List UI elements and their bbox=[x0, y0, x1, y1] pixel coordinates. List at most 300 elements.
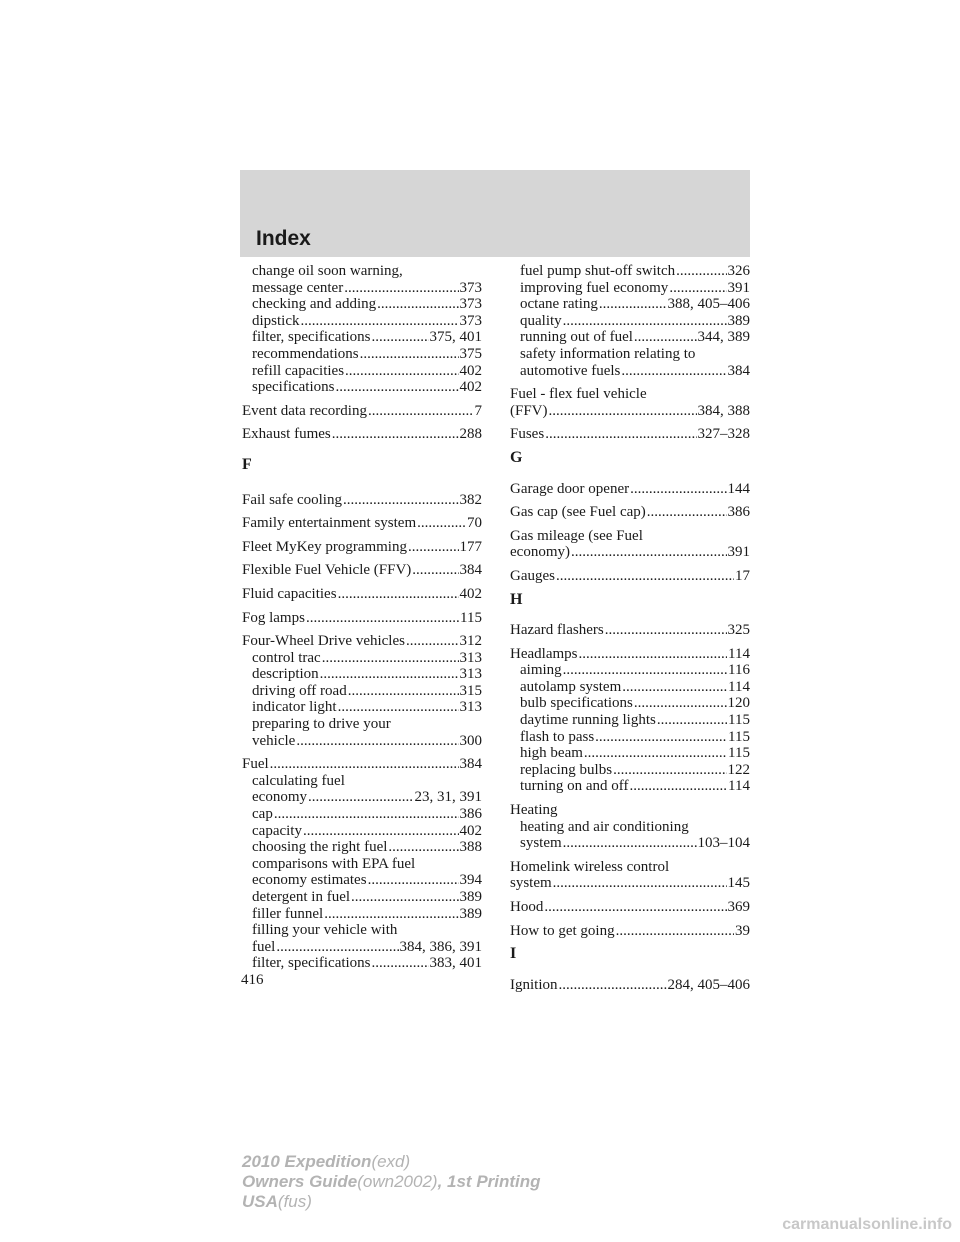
index-term: control trac bbox=[252, 649, 321, 666]
index-subentry bbox=[242, 329, 482, 346]
page-ref: 145 bbox=[727, 875, 750, 892]
index-row bbox=[242, 586, 482, 603]
page-ref: 375, 401 bbox=[429, 329, 482, 346]
dot-leader bbox=[351, 889, 458, 906]
index-term: fuel bbox=[252, 938, 276, 955]
section-letter: G bbox=[510, 448, 523, 466]
index-row bbox=[510, 544, 750, 561]
index-term: Event data recording bbox=[242, 402, 367, 419]
page-ref: 386 bbox=[727, 504, 750, 521]
page-title: Index bbox=[256, 227, 311, 250]
dot-leader bbox=[578, 646, 727, 663]
index-term-line: safety information relating to bbox=[520, 345, 696, 362]
page-ref: 384 bbox=[727, 362, 750, 379]
index-subentry bbox=[242, 716, 482, 749]
index-row bbox=[510, 977, 750, 994]
index-row bbox=[520, 712, 750, 729]
index-subentry bbox=[242, 699, 482, 716]
index-subentry bbox=[510, 280, 750, 297]
index-row bbox=[242, 610, 482, 627]
page-ref: 389 bbox=[459, 905, 482, 922]
index-column-left bbox=[242, 263, 482, 979]
footer-model: 2010 Expedition bbox=[242, 1152, 372, 1171]
index-row bbox=[252, 823, 482, 840]
index-entry bbox=[510, 802, 750, 819]
index-row bbox=[252, 363, 482, 380]
index-term: aiming bbox=[520, 662, 562, 679]
dot-leader bbox=[360, 346, 459, 363]
index-term: description bbox=[252, 666, 319, 683]
index-subentry bbox=[242, 889, 482, 906]
page-ref: 284, 405–406 bbox=[667, 976, 750, 993]
page-ref: 388 bbox=[459, 839, 482, 856]
index-entry bbox=[510, 386, 750, 419]
index-row bbox=[252, 889, 482, 906]
index-subentry bbox=[510, 679, 750, 696]
index-subentry bbox=[510, 263, 750, 280]
page-ref: 389 bbox=[459, 889, 482, 905]
dot-leader bbox=[595, 729, 727, 746]
page-ref: 383, 401 bbox=[429, 955, 482, 972]
dot-leader bbox=[345, 363, 458, 380]
index-row bbox=[242, 633, 482, 650]
index-term-line: Fuel - flex fuel vehicle bbox=[510, 386, 647, 403]
index-entry bbox=[510, 504, 750, 521]
dot-leader bbox=[303, 823, 459, 840]
index-term: quality bbox=[520, 312, 562, 329]
dot-leader bbox=[563, 835, 697, 852]
index-subentry bbox=[242, 839, 482, 856]
index-term: (FFV) bbox=[510, 402, 548, 419]
dot-leader bbox=[372, 329, 429, 346]
dot-leader bbox=[630, 481, 726, 498]
dot-leader bbox=[412, 562, 458, 579]
index-term-line: Gas mileage (see Fuel bbox=[510, 527, 643, 544]
index-subentry bbox=[510, 329, 750, 346]
index-term-line: preparing to drive your bbox=[252, 716, 391, 733]
page-ref: 115 bbox=[728, 712, 750, 729]
index-term: fuel pump shut-off switch bbox=[520, 263, 676, 279]
index-term: flash to pass bbox=[520, 728, 595, 745]
dot-leader bbox=[563, 313, 727, 330]
index-row bbox=[252, 806, 482, 823]
index-row bbox=[510, 646, 750, 663]
index-term-line: calculating fuel bbox=[252, 772, 345, 789]
page-ref: 177 bbox=[459, 538, 482, 555]
footer-printing: , 1st Printing bbox=[437, 1172, 541, 1191]
index-row bbox=[252, 699, 482, 716]
page-ref: 402 bbox=[459, 822, 482, 839]
page-ref: 402 bbox=[459, 379, 482, 396]
index-row bbox=[510, 923, 750, 940]
index-subentry bbox=[242, 683, 482, 700]
dot-leader bbox=[616, 923, 734, 940]
dot-leader bbox=[344, 280, 458, 297]
page-ref: 23, 31, 391 bbox=[414, 789, 482, 806]
index-row bbox=[520, 313, 750, 330]
index-term: checking and adding bbox=[252, 296, 377, 313]
dot-leader bbox=[408, 539, 459, 556]
index-row bbox=[242, 562, 482, 579]
dot-leader bbox=[669, 280, 726, 297]
index-entry bbox=[242, 633, 482, 650]
index-row bbox=[252, 839, 482, 856]
dot-leader bbox=[605, 622, 727, 639]
index-row bbox=[252, 296, 482, 313]
footer-market-code: (fus) bbox=[277, 1192, 312, 1211]
index-term: driving off road bbox=[252, 682, 347, 699]
page-ref: 384, 388 bbox=[697, 402, 750, 419]
index-row bbox=[520, 363, 750, 380]
page-ref: 402 bbox=[459, 362, 482, 379]
page-ref: 312 bbox=[459, 633, 482, 650]
dot-leader bbox=[335, 379, 458, 396]
index-entry bbox=[242, 539, 482, 556]
page-ref: 300 bbox=[459, 732, 482, 749]
index-term: Heating bbox=[510, 802, 558, 819]
index-subentry bbox=[510, 296, 750, 313]
index-subentry bbox=[242, 856, 482, 889]
dot-leader bbox=[368, 403, 474, 420]
index-entry bbox=[242, 403, 482, 420]
index-term: daytime running lights bbox=[520, 712, 656, 729]
index-subentry bbox=[242, 379, 482, 396]
dot-leader bbox=[545, 426, 696, 443]
page-ref: 288 bbox=[459, 426, 482, 443]
page-ref: 313 bbox=[459, 649, 482, 666]
index-term: cap bbox=[252, 806, 273, 823]
index-subentry bbox=[242, 823, 482, 840]
index-term: Ignition bbox=[510, 976, 558, 993]
page-ref: 382 bbox=[459, 491, 482, 508]
index-row bbox=[510, 504, 750, 521]
index-row bbox=[252, 666, 482, 683]
index-term: replacing bulbs bbox=[520, 761, 613, 778]
index-subentry bbox=[510, 729, 750, 746]
dot-leader bbox=[372, 955, 429, 972]
index-term: Fog lamps bbox=[242, 609, 305, 626]
index-term: autolamp system bbox=[520, 678, 622, 695]
dot-leader bbox=[584, 745, 727, 762]
index-term: economy bbox=[252, 789, 307, 806]
index-row bbox=[520, 296, 750, 313]
index-row bbox=[242, 426, 482, 443]
index-term: Fuses bbox=[510, 426, 545, 443]
page-ref: 7 bbox=[474, 402, 482, 419]
index-row bbox=[510, 403, 750, 420]
page-ref: 373 bbox=[459, 312, 482, 329]
dot-leader bbox=[622, 679, 727, 696]
index-term: improving fuel economy bbox=[520, 279, 669, 296]
dot-leader bbox=[274, 806, 459, 823]
page-ref: 17 bbox=[735, 567, 750, 584]
page-ref: 313 bbox=[459, 666, 482, 683]
index-term: system bbox=[520, 835, 562, 852]
index-term: economy estimates bbox=[252, 872, 367, 889]
index-entry bbox=[242, 610, 482, 627]
index-subentry bbox=[510, 695, 750, 712]
index-entry bbox=[510, 899, 750, 916]
index-row bbox=[252, 650, 482, 667]
page-ref: 394 bbox=[459, 872, 482, 889]
index-row bbox=[510, 875, 750, 892]
footer-market: USA bbox=[242, 1192, 278, 1211]
index-term: dipstick bbox=[252, 312, 300, 329]
page-ref: 325 bbox=[727, 622, 750, 639]
dot-leader bbox=[599, 296, 667, 313]
dot-leader bbox=[377, 296, 458, 313]
index-row bbox=[520, 263, 750, 280]
index-row bbox=[242, 515, 482, 532]
page-ref: 373 bbox=[459, 296, 482, 313]
index-term: message center bbox=[252, 279, 344, 296]
dot-leader bbox=[338, 586, 459, 603]
index-row bbox=[252, 329, 482, 346]
dot-leader bbox=[621, 363, 726, 380]
index-subentry bbox=[242, 922, 482, 955]
page-ref: 389 bbox=[727, 312, 750, 329]
index-term: Fleet MyKey programming bbox=[242, 538, 407, 555]
index-subentry bbox=[510, 346, 750, 379]
index-row bbox=[252, 872, 482, 889]
dot-leader bbox=[634, 329, 697, 346]
index-term: Gauges bbox=[510, 567, 555, 584]
index-term: Exhaust fumes bbox=[242, 426, 331, 443]
index-entry bbox=[510, 859, 750, 892]
page-ref: 70 bbox=[467, 515, 482, 532]
index-row bbox=[520, 662, 750, 679]
dot-leader bbox=[301, 313, 459, 330]
index-term: Flexible Fuel Vehicle (FFV) bbox=[242, 562, 412, 579]
dot-leader bbox=[571, 544, 727, 561]
index-row bbox=[520, 695, 750, 712]
dot-leader bbox=[308, 789, 414, 806]
footer-model-code: (exd) bbox=[371, 1152, 411, 1171]
index-entry bbox=[510, 426, 750, 443]
dot-leader bbox=[556, 568, 734, 585]
page-ref: 384, 386, 391 bbox=[399, 938, 482, 955]
index-row bbox=[510, 568, 750, 585]
dot-leader bbox=[388, 839, 458, 856]
index-term: filter, specifications bbox=[252, 329, 371, 346]
dot-leader bbox=[348, 683, 459, 700]
page-ref: 144 bbox=[727, 480, 750, 497]
index-term: Four-Wheel Drive vehicles bbox=[242, 633, 405, 650]
index-term: indicator light bbox=[252, 699, 337, 716]
index-term: automotive fuels bbox=[520, 362, 621, 379]
index-entry bbox=[510, 622, 750, 639]
index-subentry bbox=[242, 313, 482, 330]
index-subentry bbox=[242, 955, 482, 972]
index-term: How to get going bbox=[510, 922, 615, 939]
index-entry bbox=[242, 426, 482, 443]
index-row bbox=[252, 733, 482, 750]
page-ref: 388, 405–406 bbox=[667, 296, 750, 313]
page-ref: 115 bbox=[728, 745, 750, 762]
page-ref: 115 bbox=[460, 609, 482, 626]
page-ref: 391 bbox=[727, 544, 750, 561]
dot-leader bbox=[559, 977, 667, 994]
footer-guide: Owners Guide bbox=[242, 1172, 358, 1191]
index-entry bbox=[242, 515, 482, 532]
index-row bbox=[242, 403, 482, 420]
index-term: Garage door opener bbox=[510, 480, 630, 497]
dot-leader bbox=[320, 666, 459, 683]
index-row bbox=[510, 899, 750, 916]
header-band bbox=[240, 170, 750, 257]
page-ref: 344, 389 bbox=[697, 329, 750, 346]
page-ref: 114 bbox=[728, 778, 750, 795]
dot-leader bbox=[332, 426, 459, 443]
index-term: Fail safe cooling bbox=[242, 491, 342, 508]
index-row bbox=[242, 492, 482, 509]
index-term: refill capacities bbox=[252, 362, 345, 379]
index-subentry bbox=[242, 296, 482, 313]
dot-leader bbox=[657, 712, 727, 729]
page-number: 416 bbox=[241, 972, 264, 988]
index-term-line: Homelink wireless control bbox=[510, 858, 670, 875]
index-row bbox=[252, 313, 482, 330]
index-term: Hazard flashers bbox=[510, 622, 604, 639]
index-row bbox=[520, 679, 750, 696]
page-ref: 391 bbox=[727, 279, 750, 296]
index-row bbox=[520, 835, 750, 852]
dot-leader bbox=[417, 515, 466, 532]
index-subentry bbox=[242, 263, 482, 296]
index-term-line: filling your vehicle with bbox=[252, 922, 398, 939]
index-row bbox=[520, 329, 750, 346]
index-term: turning on and off bbox=[520, 778, 629, 795]
index-entry bbox=[510, 977, 750, 994]
page-ref: 122 bbox=[727, 761, 750, 778]
dot-leader bbox=[549, 403, 697, 420]
index-row bbox=[242, 756, 482, 773]
index-subentry bbox=[510, 712, 750, 729]
index-row bbox=[520, 729, 750, 746]
index-term: high beam bbox=[520, 745, 583, 762]
index-entry bbox=[510, 528, 750, 561]
index-row bbox=[252, 683, 482, 700]
dot-leader bbox=[634, 695, 727, 712]
index-term: Gas cap (see Fuel cap) bbox=[510, 504, 646, 521]
index-subentry bbox=[510, 762, 750, 779]
index-subentry bbox=[242, 806, 482, 823]
index-subentry bbox=[510, 778, 750, 795]
index-term: Headlamps bbox=[510, 645, 578, 662]
index-term: Family entertainment system bbox=[242, 515, 417, 532]
page-ref: 402 bbox=[459, 585, 482, 602]
dot-leader bbox=[306, 610, 459, 627]
dot-leader bbox=[296, 733, 458, 750]
index-entry bbox=[510, 923, 750, 940]
dot-leader bbox=[276, 939, 398, 956]
dot-leader bbox=[338, 699, 459, 716]
print-footer bbox=[242, 1152, 541, 1212]
page-ref: 327–328 bbox=[697, 426, 750, 443]
dot-leader bbox=[343, 492, 459, 509]
index-row bbox=[510, 481, 750, 498]
page-ref: 313 bbox=[459, 699, 482, 716]
page-ref: 373 bbox=[459, 279, 482, 296]
index-entry bbox=[242, 562, 482, 579]
index-term: system bbox=[510, 875, 552, 892]
dot-leader bbox=[647, 504, 727, 521]
index-subentry bbox=[242, 773, 482, 806]
section-letter: H bbox=[510, 590, 523, 608]
index-column-right bbox=[510, 263, 750, 1000]
page-ref: 326 bbox=[727, 263, 750, 279]
page-ref: 375 bbox=[459, 345, 482, 362]
index-subentry bbox=[510, 313, 750, 330]
dot-leader bbox=[324, 906, 458, 923]
index-term: choosing the right fuel bbox=[252, 839, 388, 856]
dot-leader bbox=[368, 872, 459, 889]
index-row bbox=[252, 789, 482, 806]
page-ref: 39 bbox=[735, 922, 750, 939]
index-row bbox=[520, 778, 750, 795]
index-entry bbox=[510, 481, 750, 498]
dot-leader bbox=[676, 263, 726, 280]
page-ref: 116 bbox=[728, 662, 750, 679]
index-row bbox=[520, 745, 750, 762]
page-ref: 114 bbox=[728, 678, 750, 695]
index-term: bulb specifications bbox=[520, 695, 633, 712]
index-row bbox=[510, 622, 750, 639]
index-term: filter, specifications bbox=[252, 955, 371, 972]
index-subentry bbox=[242, 346, 482, 363]
index-subentry bbox=[510, 819, 750, 852]
index-entry bbox=[242, 492, 482, 509]
index-term: filler funnel bbox=[252, 905, 324, 922]
index-term: octane rating bbox=[520, 296, 598, 313]
index-row bbox=[252, 346, 482, 363]
dot-leader bbox=[629, 778, 727, 795]
index-row bbox=[252, 955, 482, 972]
index-term: Fluid capacities bbox=[242, 585, 337, 602]
index-term: specifications bbox=[252, 379, 335, 396]
footer-guide-code: (own2002) bbox=[357, 1172, 438, 1191]
index-subentry bbox=[242, 650, 482, 667]
page-ref: 384 bbox=[459, 562, 482, 579]
dot-leader bbox=[406, 633, 459, 650]
page-ref: 115 bbox=[728, 728, 750, 745]
index-term: detergent in fuel bbox=[252, 889, 351, 905]
index-row bbox=[252, 280, 482, 297]
page-ref: 114 bbox=[728, 645, 750, 662]
dot-leader bbox=[563, 662, 727, 679]
index-entry bbox=[242, 756, 482, 773]
dot-leader bbox=[270, 756, 459, 773]
watermark: carmanualsonline.info bbox=[782, 1216, 952, 1233]
index-term-line: comparisons with EPA fuel bbox=[252, 855, 416, 872]
section-letter: F bbox=[242, 455, 252, 473]
dot-leader bbox=[544, 899, 726, 916]
index-subentry bbox=[242, 363, 482, 380]
page-ref: 384 bbox=[459, 756, 482, 773]
page-ref: 103–104 bbox=[697, 835, 750, 852]
index-entry bbox=[510, 568, 750, 585]
index-term-line: heating and air conditioning bbox=[520, 818, 689, 835]
index-term: Fuel bbox=[242, 756, 269, 773]
dot-leader bbox=[553, 875, 727, 892]
index-row bbox=[252, 379, 482, 396]
index-row bbox=[520, 762, 750, 779]
page-ref: 315 bbox=[459, 682, 482, 699]
dot-leader bbox=[613, 762, 726, 779]
page-ref: 386 bbox=[459, 806, 482, 823]
index-subentry bbox=[242, 666, 482, 683]
index-term: capacity bbox=[252, 822, 302, 839]
